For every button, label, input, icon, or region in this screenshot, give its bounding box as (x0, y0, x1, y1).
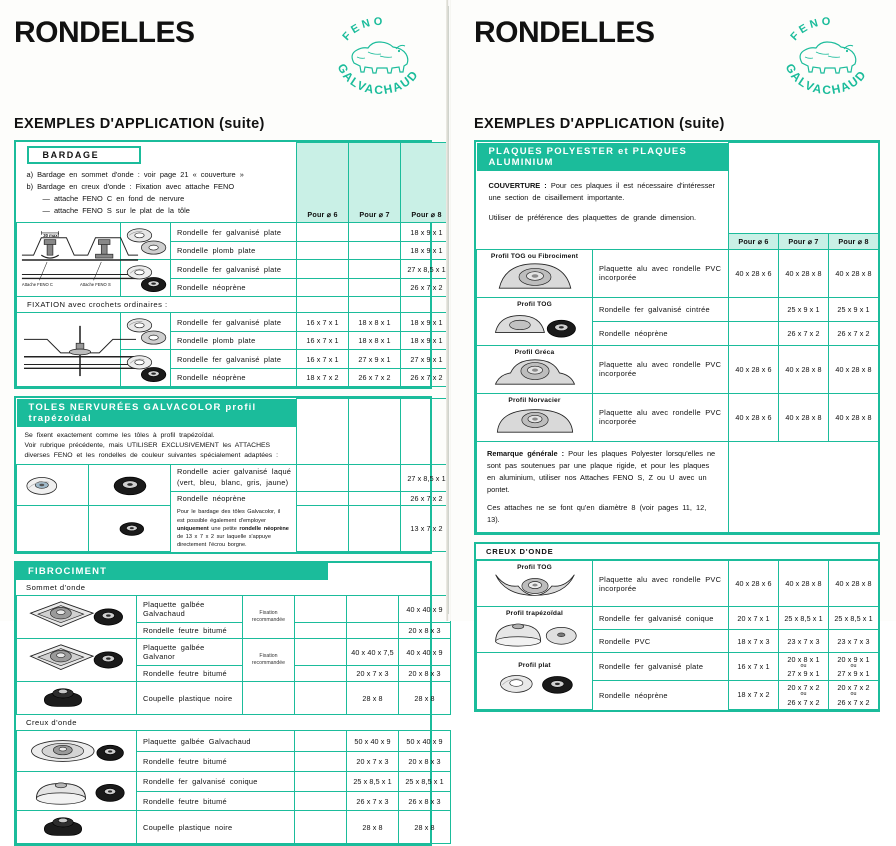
cell-d7: 40 x 28 x 8 (779, 345, 829, 393)
cell-d6: 40 x 28 x 6 (729, 393, 779, 441)
cell-d6 (297, 465, 349, 491)
row-description: Plaquette galbée Galvachaud (137, 731, 295, 752)
spacer-d6 (297, 297, 349, 313)
feno-galvachaud-logo (776, 16, 880, 94)
couverture-text: Pour ces plaques il est nécessaire d'intéresser une section de cisaillement importante. (488, 180, 715, 203)
cell-d6 (297, 278, 349, 297)
table-row (477, 653, 879, 681)
cell-d7: 18 x 8 x 1 (349, 313, 401, 332)
cell-d6 (295, 639, 347, 666)
hook-fixation-diagram (17, 313, 121, 387)
cell-d8: 18 x 9 x 1 (401, 313, 453, 332)
plaquette-galbee-icon-1 (17, 596, 137, 639)
cell-d8 (829, 653, 879, 681)
footnote-mid: une petite (208, 525, 240, 532)
sommet-donde-label: Sommet d'onde (26, 583, 86, 593)
fixation-recommandee-note: Fixation recommandée (243, 596, 295, 639)
cell-d8: 27 x 8,5 x 1 (401, 260, 453, 279)
cell-d8: 26 x 7 x 2 (401, 368, 453, 387)
fibrociment-frame (14, 561, 444, 846)
cell-d7 (347, 623, 399, 639)
cell-d6 (295, 751, 347, 772)
profile-label: Profil trapézoïdal (505, 610, 564, 618)
remark-row (477, 441, 879, 532)
cell-d6 (729, 321, 779, 345)
table-row (17, 811, 451, 844)
cell-d8: 25 x 8,5 x 1 (829, 607, 879, 630)
coupelle-plastique-icon-2 (17, 811, 137, 844)
galvacolor-band: TOLES NERVURÉES GALVACOLOR profil trapézoïdal (17, 399, 297, 427)
cell-d7: 20 x 7 x 3 (347, 751, 399, 772)
table-row (17, 682, 451, 715)
cell-d6 (295, 666, 347, 682)
cell-d7: 26 x 7 x 2 (779, 321, 829, 345)
cell-d8: 40 x 28 x 8 (829, 345, 879, 393)
cell-d7 (349, 241, 401, 260)
table-row (477, 393, 879, 441)
cell-d7 (779, 681, 829, 709)
cell-d7: 28 x 8 (347, 811, 399, 844)
bardage-band: BARDAGE (27, 146, 142, 164)
cell-d7: 28 x 8 (347, 682, 399, 715)
svg-text:FENO: FENO (788, 16, 834, 44)
cell-d8: 26 x 7 x 2 (401, 491, 453, 505)
row-description: Rondelle néoprène (171, 278, 297, 297)
footnote-spacer (17, 505, 89, 552)
cell-d7-ou: ou (800, 691, 807, 698)
fixation-label-row (17, 297, 453, 313)
bardage-frame (14, 140, 446, 389)
row-description (171, 465, 297, 491)
fibrociment-creux-table (16, 730, 451, 844)
cell-d7: 50 x 40 x 9 (347, 731, 399, 752)
cell-d7 (349, 223, 401, 242)
right-page-header (474, 14, 880, 94)
table-row (17, 639, 451, 666)
cell-d8: 28 x 8 (399, 811, 451, 844)
cell-d8 (829, 681, 879, 709)
polyester-table (476, 142, 879, 533)
cell-d8: 20 x 8 x 3 (399, 666, 451, 682)
plaquette-galbee-icon-2 (17, 639, 137, 682)
fibrociment-band: FIBROCIMENT (16, 563, 328, 580)
cell-d6: 40 x 28 x 6 (729, 249, 779, 297)
feno-galvachaud-logo (328, 16, 432, 94)
galvacolor-intro2: Voir rubrique précédente, mais UTILISER EXCLUSIVEMENT les ATTACHES (24, 442, 271, 450)
cell-d8-value-b: 26 x 7 x 2 (837, 697, 870, 707)
cell-d7: 40 x 28 x 8 (779, 561, 829, 607)
bardage-intro-row (17, 143, 453, 223)
row-description: Rondelle fer galvanisé conique (137, 772, 295, 792)
galvacolor-intro-row (17, 399, 453, 465)
cell-d8: 40 x 40 x 9 (399, 639, 451, 666)
right-title-block (474, 14, 655, 48)
cell-d7: 40 x 28 x 8 (779, 393, 829, 441)
row-description: Rondelle fer galvanisé plate (171, 313, 297, 332)
table-row (17, 313, 453, 332)
polyester-header-row (477, 233, 879, 249)
row-description: Rondelle PVC (599, 636, 651, 646)
cell-d7: 25 x 8,5 x 1 (347, 772, 399, 792)
svg-text:FENO: FENO (340, 16, 386, 44)
col-header-d8: Pour ⌀ 8 (401, 143, 453, 223)
row-description: Rondelle fer galvanisé plate (171, 350, 297, 369)
spacer-d6 (297, 399, 349, 465)
couverture-label: COUVERTURE : (488, 180, 547, 190)
cell-d8: 27 x 8,5 x 1 (401, 465, 453, 491)
profile-cell-trapezoidal (477, 607, 593, 653)
cell-d6 (297, 223, 349, 242)
cell-d6: 18 x 7 x 3 (729, 630, 779, 653)
bardage-table (16, 142, 453, 387)
col-header-d6: Pour ⌀ 6 (297, 143, 349, 223)
cell-d8: 25 x 8,5 x 1 (399, 772, 451, 792)
bardage-intro-a: a) Bardage en sommet d'onde : voir page 21 « couverture » (26, 169, 244, 179)
profile-cell-norvacier (477, 393, 593, 441)
row-description: Rondelle feutre bitumé (143, 757, 227, 767)
col-header-d7: Pour ⌀ 7 (779, 233, 829, 249)
washer-icon-neoprene-dark (89, 465, 171, 505)
remark-spacer (729, 441, 879, 532)
cell-d8: 28 x 8 (399, 682, 451, 715)
cell-d7-value-b: 26 x 7 x 2 (787, 697, 820, 707)
row-description: Rondelle néoprène (171, 368, 297, 387)
galvacolor-intro3: diverses FENO et les rondelles de couleur suivantes spécialement adaptées : (24, 452, 278, 460)
profile-cell-tog (477, 297, 593, 345)
row-description: Coupelle plastique noire (137, 682, 243, 715)
cell-d7 (349, 491, 401, 505)
cell-d8-value-b: 27 x 9 x 1 (837, 669, 870, 679)
creux-donde-table (476, 560, 879, 710)
hdr-spacer-1 (477, 233, 593, 249)
section-subtitle (14, 116, 432, 132)
cell-d7: 25 x 9 x 1 (779, 297, 829, 321)
cell-d8: 18 x 9 x 1 (401, 241, 453, 260)
cell-d6 (295, 623, 347, 639)
bardage-intro (17, 164, 297, 223)
cell-d8: 40 x 28 x 8 (829, 393, 879, 441)
creux-donde-frame (474, 542, 880, 712)
cell-d6 (295, 596, 347, 623)
polyester-header-spacer (729, 143, 879, 234)
row-description: Plaquette galbée Galvanor (137, 639, 243, 666)
table-row (477, 345, 879, 393)
row-description: Rondelle néoprène (177, 494, 246, 504)
cell-d7: 26 x 7 x 3 (347, 791, 399, 811)
galvacolor-table (16, 398, 453, 552)
cell-d8: 40 x 28 x 8 (829, 249, 879, 297)
row-description: Plaquette alu avec rondelle PVC incorporée (593, 561, 729, 607)
cell-d6: 20 x 7 x 1 (729, 607, 779, 630)
row-desc-line2: (vert, bleu, blanc, gris, jaune) (177, 478, 289, 488)
fixation-label: FIXATION avec crochets ordinaires : (17, 297, 297, 313)
table-row (17, 772, 451, 792)
subtitle-text: EXEMPLES D'APPLICATION (474, 116, 675, 132)
cell-d8: 26 x 8 x 3 (399, 791, 451, 811)
cell-d7 (349, 505, 401, 552)
col-header-d6: Pour ⌀ 6 (729, 233, 779, 249)
subtitle-text: EXEMPLES D'APPLICATION (14, 116, 215, 132)
table-row (17, 731, 451, 752)
profile-label: Profil TOG (517, 300, 552, 308)
cell-d7: 18 x 8 x 1 (349, 331, 401, 350)
row-description: Rondelle néoprène (599, 328, 668, 338)
table-row (17, 465, 453, 491)
cell-d6 (295, 791, 347, 811)
polyester-intro-cell (477, 143, 729, 234)
section-subtitle (474, 116, 880, 132)
cell-d6: 40 x 28 x 6 (729, 561, 779, 607)
row-desc-line1: Rondelle acier galvanisé laqué (177, 467, 292, 477)
table-row (17, 223, 453, 242)
row-description: Rondelle fer galvanisé cintrée (593, 297, 729, 321)
cell-d6: 16 x 7 x 1 (729, 653, 779, 681)
cell-d6: 16 x 7 x 1 (297, 331, 349, 350)
spacer-d8 (401, 399, 453, 465)
table-row (477, 297, 879, 321)
cell-d8-value-a: 20 x 7 x 2 (837, 683, 870, 693)
footnote-post: de 13 x 7 x 2 sur laquelle s'appuye directement l'écrou borgne. (177, 533, 271, 548)
creux-donde-label: CREUX D'ONDE (476, 544, 878, 560)
galvacolor-intro (17, 427, 297, 465)
table-row (477, 249, 879, 297)
no-note-cell (243, 682, 295, 715)
cell-d7: 40 x 40 x 7,5 (347, 639, 399, 666)
cell-d7 (347, 596, 399, 623)
bardage-intro-b1: — attache FENO C en fond de nervure (42, 193, 185, 203)
cell-d8: 40 x 28 x 8 (829, 561, 879, 607)
profile-label: Profil Norvacier (508, 396, 561, 404)
cell-d8-ou: ou (850, 663, 857, 670)
bardage-intro-b2: — attache FENO S sur le plat de la tôle (42, 206, 190, 216)
remark-text2: Ces attaches ne se font qu'en diamètre 8 (voir pages 11, 12, 13). (487, 502, 707, 524)
cell-d7 (779, 653, 829, 681)
polyester-band: PLAQUES POLYESTER et PLAQUES ALUMINIUM (477, 143, 729, 171)
cell-d8: 23 x 7 x 3 (829, 630, 879, 653)
cell-d6 (297, 491, 349, 505)
page-fold-line (448, 6, 449, 614)
cell-d8: 20 x 8 x 3 (399, 623, 451, 639)
table-row (477, 607, 879, 630)
profile-label: Profil TOG ou Fibrociment (490, 252, 579, 260)
fixation-recommandee-note: Fixation recommandée (243, 639, 295, 682)
page-title: RONDELLES (14, 16, 195, 49)
cell-d6 (295, 682, 347, 715)
washer-icon-lacquered (17, 465, 89, 505)
cell-d7: 23 x 7 x 3 (779, 630, 829, 653)
row-description: Rondelle fer galvanisé plate (171, 223, 297, 242)
cell-d8: 26 x 7 x 2 (401, 278, 453, 297)
cell-d8: 27 x 9 x 1 (401, 350, 453, 369)
footnote-bold-1: uniquement (177, 525, 209, 532)
remark-text: Pour les plaques Polyester lorsqu'elles ne sont pas soutenues par une plaque rigide, et pour les plaques en aluminium, utiliser nos Attaches FENO S, Z ou U avec un pontet. (487, 448, 716, 495)
table-row (17, 596, 451, 623)
left-page-header (14, 14, 432, 94)
cell-d8: 20 x 8 x 3 (399, 751, 451, 772)
cell-d7-value-a: 20 x 8 x 1 (787, 655, 820, 665)
galvacolor-intro1: Se fixent exactement comme les tôles à profil trapézoïdal. (24, 431, 215, 439)
rondelle-conique-icon (17, 772, 137, 811)
couverture-text-block (477, 171, 729, 234)
coupelle-plastique-icon-1 (17, 682, 137, 715)
bardage-intro-cell (17, 143, 297, 223)
cell-d8: 18 x 9 x 1 (401, 223, 453, 242)
bardage-intro-b: b) Bardage en creux d'onde : Fixation avec attache FENO (26, 181, 235, 191)
cell-d6: 18 x 7 x 2 (729, 681, 779, 709)
cell-d7: 27 x 9 x 1 (349, 350, 401, 369)
cell-d8: 18 x 9 x 1 (401, 331, 453, 350)
cell-d6 (297, 260, 349, 279)
row-description: Rondelle feutre bitumé (143, 796, 227, 806)
cell-d7: 20 x 7 x 3 (347, 666, 399, 682)
couverture-text2: Utiliser de préférence des plaquettes de grande dimension. (488, 212, 697, 222)
left-title-block (14, 14, 195, 48)
row-description: Rondelle fer galvanisé conique (593, 607, 729, 630)
cell-d7-value-b: 27 x 9 x 1 (787, 669, 820, 679)
cell-d8: 13 x 7 x 2 (401, 505, 453, 552)
cell-d7 (349, 278, 401, 297)
profile-cell-greca (477, 345, 593, 393)
cell-d6 (295, 811, 347, 844)
row-description: Plaquette galbée Galvachaud (137, 596, 243, 623)
creux-donde-label: Creux d'onde (26, 718, 77, 728)
profile-label: Profil Gréca (514, 348, 555, 356)
row-description: Rondelle fer galvanisé plate (171, 260, 297, 279)
row-description: Rondelle néoprène (599, 690, 668, 700)
galvacolor-frame (14, 396, 446, 554)
cell-d6: 40 x 28 x 6 (729, 345, 779, 393)
page-title: RONDELLES (474, 16, 655, 49)
fibrociment-sommet-table (16, 595, 451, 715)
subtitle-suffix: (suite) (679, 116, 725, 132)
profile-cell-plat (477, 653, 593, 710)
table-row (477, 561, 879, 607)
col-header-d8: Pour ⌀ 8 (829, 233, 879, 249)
row-description: Rondelle feutre bitumé (143, 669, 227, 679)
spacer-d7 (349, 399, 401, 465)
cell-d8: 50 x 40 x 9 (399, 731, 451, 752)
washer-icon-small-neoprene (89, 505, 171, 552)
footnote-pre: Pour le bardage des tôles Galvacolor, il est possible également d'employer (177, 509, 281, 524)
row-description: Rondelle plomb plate (171, 241, 297, 260)
subtitle-suffix: (suite) (219, 116, 265, 132)
col-header-d7: Pour ⌀ 7 (349, 143, 401, 223)
svg-text:GALVACHAUD: GALVACHAUD (334, 61, 422, 94)
profile-label: Profil plat (518, 662, 551, 670)
cell-d6: 16 x 7 x 1 (297, 313, 349, 332)
profile-label: Profil TOG (517, 564, 552, 572)
spacer-d8 (401, 297, 453, 313)
left-page (0, 0, 448, 832)
footnote-bold-2: rondelle néoprène (239, 525, 289, 532)
remark-label: Remarque générale : (487, 448, 565, 458)
diagram-label-right: Attache FENO S (80, 282, 111, 288)
cell-d6 (295, 772, 347, 792)
cell-d8-ou: ou (850, 691, 857, 698)
row-description: Rondelle fer galvanisé plate (593, 653, 729, 681)
cell-d7-value-a: 20 x 7 x 2 (787, 683, 820, 693)
galvacolor-footnote (171, 505, 297, 552)
diagram-dim-label: 30 maxi (43, 232, 59, 238)
row-description: Plaquette alu avec rondelle PVC incorporée (593, 249, 729, 297)
spacer-d7 (349, 297, 401, 313)
cell-d7-ou: ou (800, 663, 807, 670)
row-description: Rondelle feutre bitumé (143, 626, 227, 636)
cell-d7: 25 x 8,5 x 1 (779, 607, 829, 630)
diagram-label-left: Attache FENO C (21, 282, 53, 288)
cell-d6 (295, 731, 347, 752)
remark-block (477, 441, 729, 532)
polyester-frame (474, 140, 880, 535)
cell-d7: 40 x 28 x 8 (779, 249, 829, 297)
cell-d6 (729, 297, 779, 321)
profile-cell-creux-tog (477, 561, 593, 607)
cell-d8: 25 x 9 x 1 (829, 297, 879, 321)
svg-text:GALVACHAUD: GALVACHAUD (782, 61, 870, 94)
hdr-spacer-2 (593, 233, 729, 249)
cell-d7: 26 x 7 x 2 (349, 368, 401, 387)
polyester-intro-row (477, 143, 879, 234)
cell-d6 (297, 241, 349, 260)
plaquette-galbee-ovale-icon (17, 731, 137, 772)
cell-d8: 26 x 7 x 2 (829, 321, 879, 345)
row-description: Coupelle plastique noire (137, 811, 295, 844)
bardage-diagram (17, 223, 121, 297)
cell-d7 (349, 465, 401, 491)
galvacolor-footnote-row (17, 505, 453, 552)
cell-d6 (297, 505, 349, 552)
cell-d8-value-a: 20 x 9 x 1 (837, 655, 870, 665)
cell-d6: 16 x 7 x 1 (297, 350, 349, 369)
cell-d8: 40 x 40 x 9 (399, 596, 451, 623)
profile-cell-tog-fibrociment (477, 249, 593, 297)
galvacolor-intro-cell (17, 399, 297, 465)
cell-d7 (349, 260, 401, 279)
cell-d6: 18 x 7 x 2 (297, 368, 349, 387)
row-description: Rondelle plomb plate (171, 331, 297, 350)
right-page (448, 0, 896, 707)
row-description: Plaquette alu avec rondelle PVC incorporée (593, 393, 729, 441)
row-description: Plaquette alu avec rondelle PVC incorporée (593, 345, 729, 393)
washer-icon-pair-flat-2 (121, 313, 171, 350)
